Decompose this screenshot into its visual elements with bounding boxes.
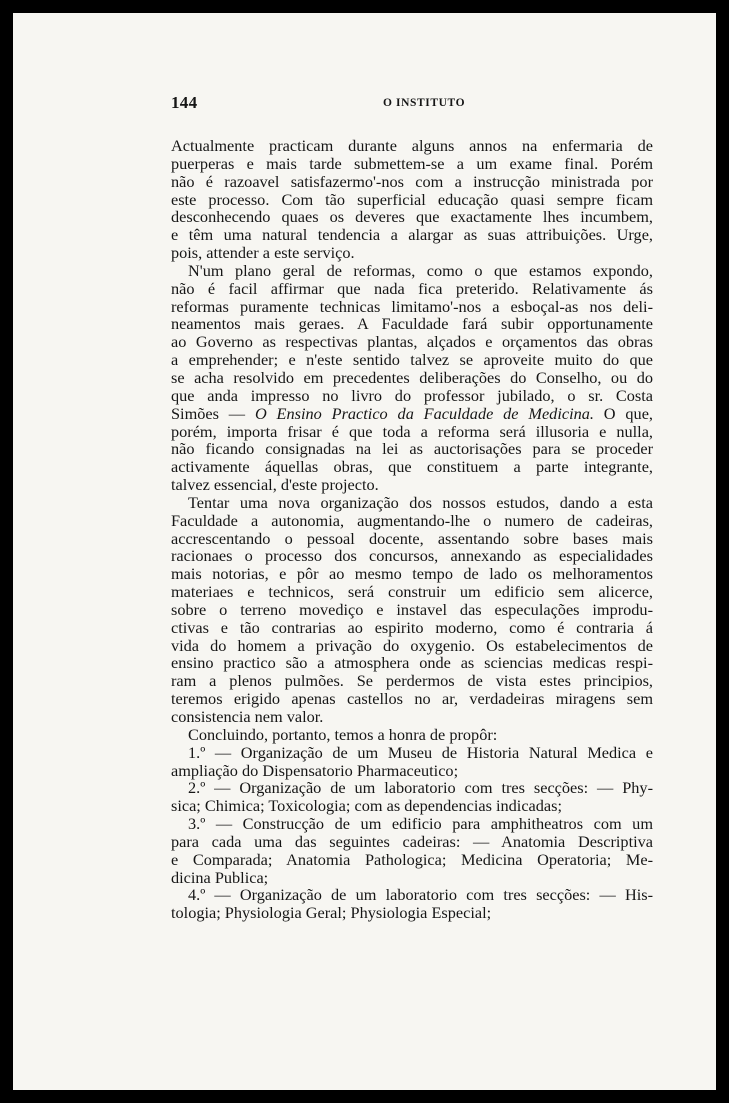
text-line-content: ao Governo as respectivas plantas, alçados e orçamentos das obras xyxy=(171,332,653,352)
text-line-content: para cada uma das seguintes cadeiras: — Anatomia Descriptiva xyxy=(171,831,653,851)
text-line xyxy=(171,369,653,387)
text-line xyxy=(171,458,653,476)
text-line xyxy=(171,726,653,744)
text-line xyxy=(171,494,653,512)
text-line xyxy=(171,173,653,191)
text-line-content: N'um plano geral de reformas, como o que estamos expondo, xyxy=(188,260,653,280)
page-number: 144 xyxy=(171,93,198,112)
text-line-content: e Comparada; Anatomia Pathologica; Medicina Operatoria; Me- xyxy=(171,849,653,869)
text-line-content: vida do homem a privação do oxygenio. Os estabelecimentos de xyxy=(171,635,653,655)
text-line xyxy=(171,137,653,155)
text-line xyxy=(171,423,653,441)
text-line xyxy=(171,708,653,726)
text-line-content: materiaes e technicos, será construir um edificio sem alicerce, xyxy=(171,582,653,602)
text-line-content: 2.º — Organização de um laboratorio com tres secções: — Phy- xyxy=(188,778,653,798)
text-line xyxy=(171,226,653,244)
text-line-content: teremos erigido apenas castellos no ar, verdadeiras miragens sem xyxy=(171,689,653,709)
text-line xyxy=(171,155,653,173)
text-line-content: ampliação do Dispensatorio Pharmaceutico; xyxy=(171,760,459,780)
page-header xyxy=(171,91,657,119)
text-line xyxy=(171,886,653,904)
text-line-content: Simões — xyxy=(171,403,255,423)
text-line xyxy=(171,315,653,333)
text-line xyxy=(171,512,653,530)
text-line-content: Faculdade a autonomia, augmentando-lhe o numero de cadeiras, xyxy=(171,510,653,530)
text-line xyxy=(171,619,653,637)
text-line-content: 1.º — Organização de um Museu de Historia Natural Medica e xyxy=(188,742,653,762)
text-line xyxy=(171,208,653,226)
book-title: O Ensino Practico da Faculdade de Medicina. xyxy=(254,403,594,423)
text-line-content: 3.º — Construcção de um edificio para amphitheatros com um xyxy=(188,814,653,834)
text-line xyxy=(171,833,653,851)
text-line-content: dicina Publica; xyxy=(171,867,269,887)
text-line-content: sica; Chimica; Toxicologia; com as dependencias indicadas; xyxy=(171,796,563,816)
text-line-content: ram a plenos pulmões. Se perdermos de vista estes principios, xyxy=(171,671,653,691)
text-line-content: ctivas e tão contrarias ao espirito moderno, como é contraria á xyxy=(171,617,653,637)
text-line xyxy=(171,601,653,619)
text-line xyxy=(171,440,653,458)
text-line-content: porém, importa frisar é que toda a reforma será illusoria e nulla, xyxy=(171,421,653,441)
text-line-content: activamente áquellas obras, que constituem a parte integrante, xyxy=(171,457,653,477)
text-line-content: não é facil affirmar que nada fica preterido. Relativamente ás xyxy=(171,278,653,298)
text-line-content: ensino practico são a atmosphera onde as sciencias medicas respi- xyxy=(171,653,653,673)
text-line-content: Actualmente practicam durante alguns annos na enfermaria de xyxy=(171,136,653,155)
text-line-content: desconhecendo quaes os deveres que exactamente lhes incumbem, xyxy=(171,207,653,227)
text-line-content: racionaes o processo dos concursos, annexando as especialidades xyxy=(171,546,653,566)
text-line xyxy=(171,904,653,922)
text-line-content: 4.º — Organização de um laboratorio com tres secções: — His- xyxy=(188,885,653,905)
running-title: O INSTITUTO xyxy=(383,97,466,109)
text-line xyxy=(171,476,653,494)
text-line-content: mais notorias, e pôr ao mesmo tempo de lado os melhoramentos xyxy=(171,564,653,584)
text-line-content: pois, attender a este serviço. xyxy=(171,243,355,263)
text-line xyxy=(171,744,653,762)
text-line-content: este processo. Com tão superficial educação quasi sempre ficam xyxy=(171,189,653,209)
text-line xyxy=(171,690,653,708)
text-line xyxy=(171,530,653,548)
body-text xyxy=(171,137,653,922)
text-line xyxy=(171,815,653,833)
text-line-content: não ficando consignadas na lei as auctorisações para se proceder xyxy=(171,439,653,459)
text-line-content: Concluindo, portanto, temos a honra de propôr: xyxy=(188,724,498,744)
text-line xyxy=(171,405,653,423)
text-line-content: que anda impresso no livro do professor jubilado, o sr. Costa xyxy=(171,385,653,405)
text-line xyxy=(171,547,653,565)
text-line xyxy=(171,654,653,672)
text-line xyxy=(171,565,653,583)
text-line xyxy=(171,637,653,655)
text-line-content: se acha resolvido em precedentes deliberações do Conselho, ou do xyxy=(171,367,653,387)
text-line xyxy=(171,779,653,797)
text-line-content: não é razoavel satisfazermo'-nos com a instrucção ministrada por xyxy=(171,171,653,191)
text-line xyxy=(171,333,653,351)
text-line xyxy=(171,583,653,601)
text-line xyxy=(171,672,653,690)
text-line-content: puerperas e mais tarde submettem-se a um exame final. Porém xyxy=(171,153,653,173)
text-line xyxy=(171,244,653,262)
text-line xyxy=(171,762,653,780)
text-line xyxy=(171,869,653,887)
text-line xyxy=(171,262,653,280)
text-line xyxy=(171,387,653,405)
text-line-content: O que, xyxy=(593,403,653,423)
text-line-content: Tentar uma nova organização dos nossos estudos, dando a esta xyxy=(188,492,653,512)
text-line-content: consistencia nem valor. xyxy=(171,707,324,726)
text-line-content: accrescentando o pessoal docente, assentando sobre bases mais xyxy=(171,528,653,548)
book-page xyxy=(13,13,716,1090)
text-line xyxy=(171,851,653,869)
text-line xyxy=(171,191,653,209)
text-line-content: a emprehender; e n'este sentido talvez se aproveite muito do que xyxy=(171,350,653,370)
text-line xyxy=(171,351,653,369)
text-line xyxy=(171,797,653,815)
text-line-content: talvez essencial, d'este projecto. xyxy=(171,475,379,495)
text-line-content: sobre o terreno movediço e instavel das especulações improdu- xyxy=(171,599,653,619)
text-line xyxy=(171,280,653,298)
text-line-content: e têm uma natural tendencia a alargar as suas attribuições. Urge, xyxy=(171,225,653,245)
text-line-content: tologia; Physiologia Geral; Physiologia Especial; xyxy=(171,903,492,923)
text-line-content: neamentos mais geraes. A Faculdade fará subir opportunamente xyxy=(171,314,653,334)
text-line-content: reformas puramente technicas limitamo'-nos a esboçal-as nos deli- xyxy=(171,296,653,316)
text-line xyxy=(171,298,653,316)
